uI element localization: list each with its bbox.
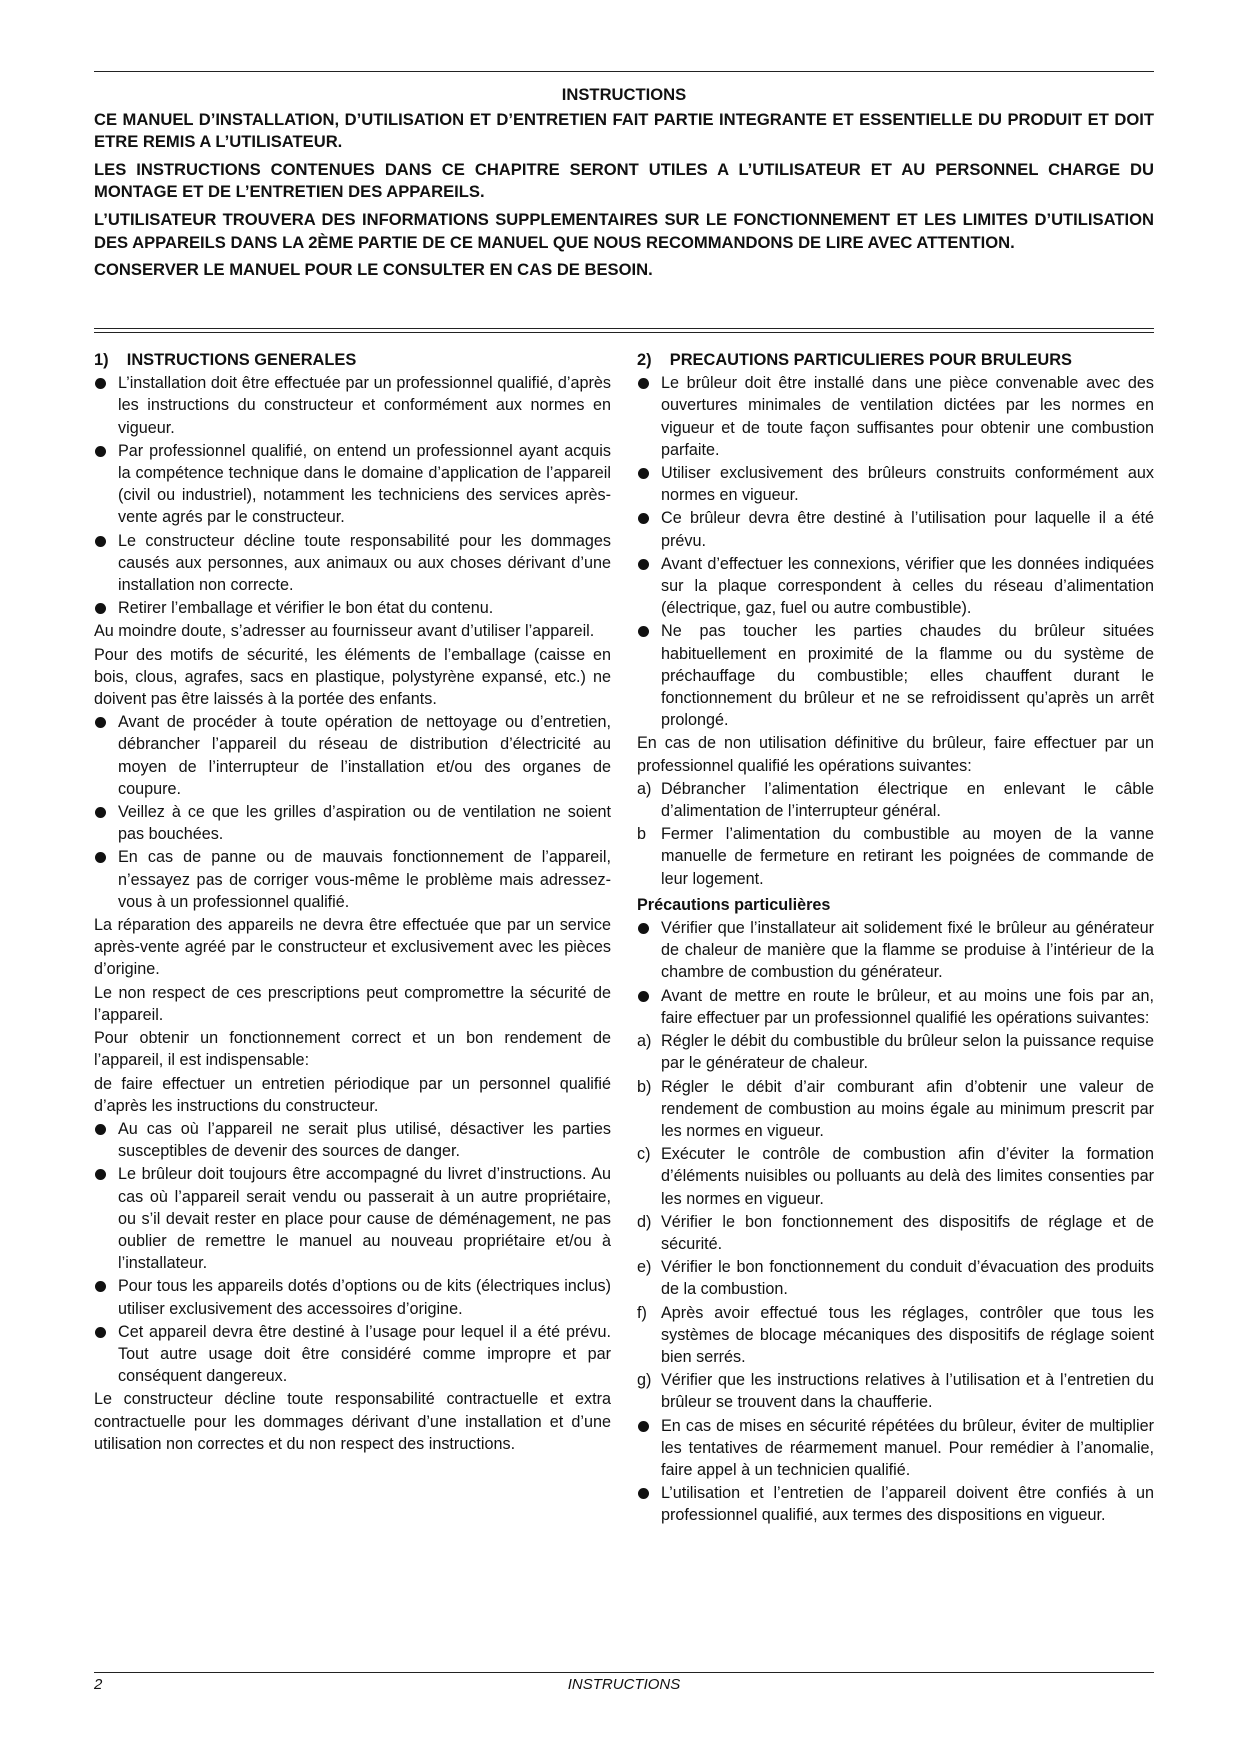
left-column — [94, 349, 611, 1456]
list-text: Après avoir effectué tous les réglages, contrôler que tous les systèmes de blocage mécaniques des dispositifs de réglage soient bien serrés. — [661, 1303, 1154, 1366]
bullet-item: Avant d’effectuer les connexions, vérifier que les données indiquées sur la plaque correspondent à celles du réseau d’alimentation (électrique, gaz, fuel ou autre combustible). — [637, 553, 1154, 620]
list-item — [637, 823, 1154, 890]
list-text: Régler le débit d’air comburant afin d’obtenir une valeur de rendement de combustion au moins égale au minimum prescrit par les normes en vigueur. — [661, 1077, 1154, 1140]
header-paragraph: L’UTILISATEUR TROUVERA DES INFORMATIONS SUPPLEMENTAIRES SUR LE FONCTIONNEMENT ET LES LIMITES D’UTILISATION DES APPAREILS DANS LA 2ÈME PARTIE DE CE MANUEL QUE NOUS RECOMMANDONS DE LIRE AVEC ATTENTION. — [94, 209, 1154, 252]
list-label: a) — [637, 779, 652, 798]
top-rule — [94, 71, 1154, 72]
list-label: b) — [637, 1077, 652, 1096]
list-label: a) — [637, 1032, 652, 1051]
list-item — [637, 778, 1154, 822]
bullet-item: Le brûleur doit toujours être accompagné du livret d’instructions. Au cas où l’appareil serait vendu ou passerait à un autre propriétaire, ou s’il devait rester en place pour cause de déménagement, ne pas oublier de remettre le manuel au nouveau propriétaire et/ou à l’installateur. — [94, 1163, 611, 1274]
bullet-list — [94, 1118, 611, 1387]
bullet-item: Ce brûleur devra être destiné à l’utilisation pour laquelle il a été prévu. — [637, 507, 1154, 551]
list-item — [637, 1076, 1154, 1143]
paragraph: Le constructeur décline toute responsabilité contractuelle et extra contractuelle pour les dommages dérivant d’une installation et d’une utilisation non correctes et du non respect des instructions. — [94, 1390, 611, 1453]
list-text: Régler le débit du combustible du brûleur selon la puissance requise par le générateur de chaleur. — [661, 1032, 1154, 1073]
bullet-item: Le brûleur doit être installé dans une pièce convenable avec des ouvertures minimales de ventilation dictées par les normes en vigueur et de toute façon suffisantes pour obtenir une combustion parfaite. — [637, 372, 1154, 461]
header-double-rule — [94, 328, 1154, 333]
bullet-item: Par professionnel qualifié, on entend un professionnel ayant acquis la compétence technique dans le domaine d’application de l’appareil (civil ou industriel), notamment les techniciens des services après-vente agrés par le constructeur. — [94, 440, 611, 529]
bullet-list — [637, 372, 1154, 731]
footer-rule — [94, 1672, 1154, 1673]
section-heading-precautions: 2) PRECAUTIONS PARTICULIERES POUR BRULEURS — [637, 351, 1072, 369]
list-label: b — [637, 825, 647, 844]
bullet-item: En cas de mises en sécurité répétées du brûleur, éviter de multiplier les tentatives de réarmement manuel. Pour remédier à l’anomalie, faire appel à un technicien qualifié. — [637, 1415, 1154, 1482]
paragraph: Le non respect de ces prescriptions peut compromettre la sécurité de l’appareil. — [94, 983, 611, 1024]
list-item — [637, 1030, 1154, 1074]
bullet-list — [94, 372, 611, 619]
list-item — [637, 1143, 1154, 1210]
paragraph: Pour obtenir un fonctionnement correct et un bon rendement de l’appareil, il est indispensable: — [94, 1029, 611, 1070]
list-label: d) — [637, 1212, 652, 1231]
list-text: Vérifier le bon fonctionnement des dispositifs de réglage et de sécurité. — [661, 1212, 1154, 1253]
bullet-list — [637, 1415, 1154, 1527]
bullet-item: Vérifier que l’installateur ait solidement fixé le brûleur au générateur de chaleur de manière que la flamme se produise à l’intérieur de la chambre de combustion du générateur. — [637, 917, 1154, 984]
list-label: f) — [637, 1303, 647, 1322]
list-item — [637, 1369, 1154, 1413]
list-text: Vérifier que les instructions relatives à l’utilisation et à l’entretien du brûleur se trouvent dans la chaufferie. — [661, 1371, 1154, 1412]
paragraph: de faire effectuer un entretien périodique par un personnel qualifié d’après les instructions du constructeur. — [94, 1074, 611, 1115]
list-item — [637, 1211, 1154, 1255]
bullet-item: Retirer l’emballage et vérifier le bon état du contenu. — [94, 597, 611, 619]
header-paragraph: CONSERVER LE MANUEL POUR LE CONSULTER EN CAS DE BESOIN. — [94, 260, 653, 280]
header-paragraph: LES INSTRUCTIONS CONTENUES DANS CE CHAPITRE SERONT UTILES A L’UTILISATEUR ET AU PERSONNEL CHARGE DU MONTAGE ET DE L’ENTRETIEN DES APPAREILS. — [94, 159, 1154, 202]
lettered-list — [637, 778, 1154, 890]
list-item — [637, 1302, 1154, 1369]
bullet-item: Avant de mettre en route le brûleur, et au moins une fois par an, faire effectuer par un professionnel qualifié les opérations suivantes: — [637, 985, 1154, 1029]
list-text: Vérifier le bon fonctionnement du conduit d’évacuation des produits de la combustion. — [661, 1258, 1154, 1299]
page-number: 2 — [94, 1676, 103, 1693]
paragraph: Au moindre doute, s’adresser au fournisseur avant d’utiliser l’appareil. — [94, 622, 595, 641]
bullet-list — [637, 917, 1154, 1029]
bullet-item: Ne pas toucher les parties chaudes du brûleur situées habituellement en proximité de la flamme ou du système de préchauffage du combustible; elles chauffent durant le fonctionnement du brûleur et ne se refroidissent qu’après un arrêt prolongé. — [637, 620, 1154, 731]
paragraph: En cas de non utilisation définitive du brûleur, faire effectuer par un professionnel qualifié les opérations suivantes: — [637, 734, 1154, 775]
bullet-item: En cas de panne ou de mauvais fonctionnement de l’appareil, n’essayez pas de corriger vous-même le problème mais adressez-vous à un professionnel qualifié. — [94, 846, 611, 913]
bullet-item: Pour tous les appareils dotés d’options ou de kits (électriques inclus) utiliser exclusivement des accessoires d’origine. — [94, 1275, 611, 1319]
right-column — [637, 349, 1154, 1528]
subheading: Précautions particulières — [637, 895, 831, 914]
list-text: Débrancher l’alimentation électrique en enlevant le câble d’alimentation de l’interrupteur général. — [661, 779, 1154, 821]
lettered-list — [637, 1030, 1154, 1413]
list-label: e) — [637, 1258, 652, 1277]
header-block — [94, 84, 1154, 287]
bullet-item: Au cas où l’appareil ne serait plus utilisé, désactiver les parties susceptibles de devenir des sources de danger. — [94, 1118, 611, 1162]
page-footer — [94, 1676, 1154, 1700]
paragraph: La réparation des appareils ne devra être effectuée que par un service après-vente agréé par le constructeur et exclusivement avec les pièces d’origine. — [94, 916, 611, 979]
bullet-item: L’installation doit être effectuée par un professionnel qualifié, d’après les instructions du constructeur et conformément aux normes en vigueur. — [94, 372, 611, 439]
list-label: c) — [637, 1145, 651, 1164]
bullet-item: L’utilisation et l’entretien de l’appareil doivent être confiés à un professionnel qualifié, aux termes des dispositions en vigueur. — [637, 1482, 1154, 1526]
bullet-item: Le constructeur décline toute responsabilité pour les dommages causés aux personnes, aux animaux ou aux choses dérivant d’une installation non correcte. — [94, 530, 611, 597]
footer-title: INSTRUCTIONS — [567, 1676, 681, 1693]
paragraph: Pour des motifs de sécurité, les éléments de l’emballage (caisse en bois, clous, agrafes, sacs en plastique, polystyrène expansé, etc.) ne doivent pas être laissés à la portée des enfants. — [94, 645, 611, 709]
bullet-item: Utiliser exclusivement des brûleurs construits conformément aux normes en vigueur. — [637, 462, 1154, 506]
list-item — [637, 1256, 1154, 1300]
bullet-item: Cet appareil devra être destiné à l’usage pour lequel il a été prévu. Tout autre usage doit être considéré comme impropre et par conséquent dangereux. — [94, 1321, 611, 1388]
bullet-item: Veillez à ce que les grilles d’aspiration ou de ventilation ne soient pas bouchées. — [94, 801, 611, 845]
list-label: g) — [637, 1371, 652, 1390]
bullet-list — [94, 711, 611, 913]
list-text: Exécuter le contrôle de combustion afin d’éviter la formation d’éléments nuisibles ou polluants au delà des limites consenties par les normes en vigueur. — [661, 1145, 1154, 1208]
header-paragraph: CE MANUEL D’INSTALLATION, D’UTILISATION ET D’ENTRETIEN FAIT PARTIE INTEGRANTE ET ESSENTIELLE DU PRODUIT ET DOIT ETRE REMIS A L’UTILISATEUR. — [94, 109, 1154, 152]
section-heading-general: 1) INSTRUCTIONS GENERALES — [94, 351, 357, 369]
page-title: INSTRUCTIONS — [561, 85, 687, 104]
bullet-item: Avant de procéder à toute opération de nettoyage ou d’entretien, débrancher l’appareil du réseau de distribution d’électricité au moyen de l’interrupteur de l’installation et/ou des organes de coupure. — [94, 711, 611, 800]
list-text: Fermer l’alimentation du combustible au moyen de la vanne manuelle de fermeture en retirant les poignées de commande de leur logement. — [661, 825, 1154, 888]
